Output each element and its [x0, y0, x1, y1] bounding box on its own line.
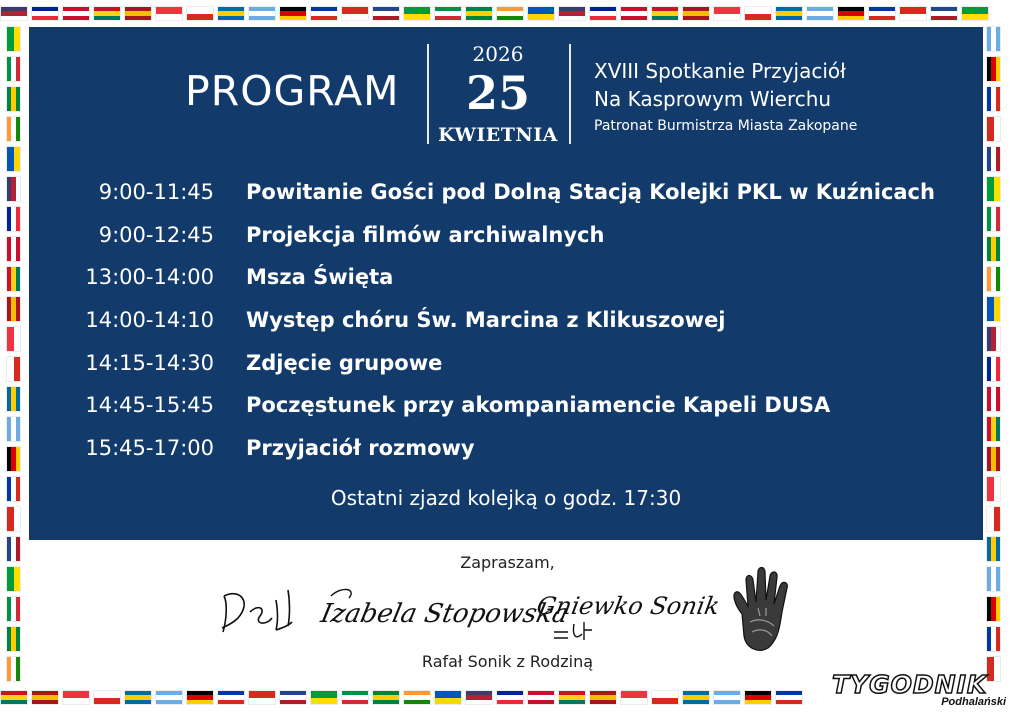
- schedule-item: Projekcja filmów archiwalnych: [246, 222, 605, 247]
- last-descent-note: Ostatni zjazd kolejką o godz. 17:30: [330, 486, 682, 510]
- schedule-item: Przyjaciół rozmowy: [246, 436, 475, 461]
- flag-icon: [986, 626, 1001, 652]
- flag-icon: [62, 690, 90, 705]
- flag-border-top: [0, 6, 1015, 23]
- flag-icon: [713, 690, 741, 705]
- flag-icon: [6, 326, 21, 352]
- flag-icon: [6, 296, 21, 322]
- flag-icon: [341, 6, 369, 21]
- flag-icon: [589, 690, 617, 705]
- signature-3: [534, 578, 722, 648]
- flag-icon: [6, 356, 21, 382]
- flag-icon: [372, 6, 400, 21]
- schedule-item: Zdjęcie grupowe: [246, 350, 443, 375]
- flag-icon: [403, 6, 431, 21]
- schedule-time: 13:00-14:00: [85, 265, 214, 290]
- tygodnik-podhalanski-logo: [832, 670, 1012, 714]
- flag-icon: [6, 626, 21, 652]
- schedule-item: Występ chóru Św. Marcina z Klikuszowej: [246, 308, 726, 333]
- flag-icon: [986, 176, 1001, 202]
- flag-icon: [986, 26, 1001, 52]
- flag-icon: [589, 6, 617, 21]
- flag-icon: [217, 6, 245, 21]
- event-title-line: XVIII Spotkanie Przyjaciół: [594, 59, 846, 83]
- schedule-row: [40, 180, 970, 223]
- flag-icon: [155, 6, 183, 21]
- flag-icon: [986, 356, 1001, 382]
- flag-icon: [651, 6, 679, 21]
- flag-icon: [310, 690, 338, 705]
- flag-icon: [6, 146, 21, 172]
- flag-icon: [6, 506, 21, 532]
- schedule-row: [40, 393, 970, 436]
- flag-icon: [6, 86, 21, 112]
- family-signature-text: Rafał Sonik z Rodziną: [421, 652, 594, 671]
- flag-icon: [6, 476, 21, 502]
- schedule-time: 9:00-12:45: [98, 222, 214, 247]
- flag-icon: [124, 690, 152, 705]
- flag-icon: [341, 690, 369, 705]
- flag-icon: [986, 446, 1001, 472]
- flag-icon: [93, 6, 121, 21]
- event-title: [594, 57, 964, 113]
- flag-icon: [6, 176, 21, 202]
- flag-icon: [434, 690, 462, 705]
- flag-icon: [0, 6, 28, 21]
- flag-icon: [527, 690, 555, 705]
- flag-icon: [775, 6, 803, 21]
- flag-icon: [310, 6, 338, 21]
- flag-icon: [986, 86, 1001, 112]
- signature-2-text: Izabela Stopowska: [318, 599, 572, 629]
- logo-main: TYGODNIK: [832, 670, 988, 699]
- flag-icon: [986, 326, 1001, 352]
- schedule-time: 14:45-15:45: [85, 393, 214, 418]
- flag-icon: [248, 690, 276, 705]
- invite-text: Zapraszam,: [460, 553, 555, 572]
- schedule-time: 9:00-11:45: [98, 180, 214, 204]
- schedule-row: [40, 436, 970, 479]
- flag-icon: [986, 386, 1001, 412]
- flag-icon: [986, 206, 1001, 232]
- flag-icon: [930, 6, 958, 21]
- schedule-item: Powitanie Gości pod Dolną Stacją Kolejki PKL w Kuźnicach: [246, 180, 935, 204]
- flag-icon: [155, 690, 183, 705]
- flag-icon: [986, 506, 1001, 532]
- signature-2: [318, 578, 572, 638]
- flag-icon: [6, 416, 21, 442]
- flag-icon: [6, 236, 21, 262]
- flag-icon: [6, 446, 21, 472]
- flag-icon: [6, 266, 21, 292]
- flag-icon: [217, 690, 245, 705]
- flag-icon: [93, 690, 121, 705]
- flag-icon: [62, 6, 90, 21]
- flag-icon: [403, 690, 431, 705]
- flag-icon: [620, 6, 648, 21]
- flag-icon: [434, 6, 462, 21]
- flag-icon: [837, 6, 865, 21]
- header-divider: [427, 44, 429, 144]
- flag-icon: [6, 56, 21, 82]
- flag-icon: [279, 6, 307, 21]
- schedule-list: [40, 180, 970, 479]
- flag-icon: [6, 26, 21, 52]
- schedule-time: 14:00-14:10: [85, 308, 214, 333]
- signature-3-text: Gniewko Sonik: [534, 592, 722, 620]
- date-year: 2026: [472, 42, 524, 66]
- flag-icon: [986, 116, 1001, 142]
- flag-icon: [744, 690, 772, 705]
- signature-1: [218, 582, 298, 638]
- schedule-item: Msza Święta: [246, 265, 394, 290]
- flag-icon: [496, 690, 524, 705]
- flag-border-left: [6, 26, 23, 686]
- event-title-line: Na Kasprowym Wierchu: [594, 87, 832, 111]
- flag-icon: [986, 416, 1001, 442]
- flag-icon: [6, 386, 21, 412]
- flag-icon: [806, 6, 834, 21]
- flag-icon: [961, 6, 989, 21]
- flag-icon: [6, 206, 21, 232]
- event-patron: Patronat Burmistrza Miasta Zakopane: [594, 118, 858, 134]
- flag-icon: [986, 266, 1001, 292]
- flag-icon: [986, 476, 1001, 502]
- flag-icon: [6, 596, 21, 622]
- schedule-row: [40, 223, 970, 266]
- flag-icon: [558, 6, 586, 21]
- flag-icon: [248, 6, 276, 21]
- logo-sub: Podhalański: [941, 696, 1006, 708]
- date-day: 25: [465, 66, 530, 120]
- flag-icon: [465, 690, 493, 705]
- schedule-row: [40, 265, 970, 308]
- flag-icon: [986, 146, 1001, 172]
- flag-icon: [986, 56, 1001, 82]
- flag-icon: [279, 690, 307, 705]
- flag-icon: [31, 6, 59, 21]
- schedule-item: Poczęstunek przy akompaniamencie Kapeli DUSA: [246, 393, 831, 418]
- flag-icon: [31, 690, 59, 705]
- flag-border-right: [986, 26, 1003, 686]
- handprint-icon: [728, 564, 794, 654]
- flag-icon: [986, 596, 1001, 622]
- flag-icon: [899, 6, 927, 21]
- flag-icon: [682, 690, 710, 705]
- flag-icon: [465, 6, 493, 21]
- flag-icon: [558, 690, 586, 705]
- schedule-row: [40, 351, 970, 394]
- flag-icon: [0, 690, 28, 705]
- schedule-row: [40, 308, 970, 351]
- flag-icon: [775, 690, 803, 705]
- program-title: PROGRAM: [185, 67, 400, 115]
- flag-icon: [682, 6, 710, 21]
- flag-icon: [186, 6, 214, 21]
- date-month: KWIETNIA: [438, 124, 558, 146]
- flag-icon: [744, 6, 772, 21]
- flag-icon: [124, 6, 152, 21]
- flag-icon: [713, 6, 741, 21]
- flag-icon: [651, 690, 679, 705]
- flag-icon: [372, 690, 400, 705]
- flag-icon: [6, 116, 21, 142]
- flag-icon: [496, 6, 524, 21]
- flag-icon: [527, 6, 555, 21]
- header-divider: [569, 44, 571, 144]
- schedule-time: 14:15-14:30: [85, 350, 214, 375]
- flag-icon: [620, 690, 648, 705]
- flag-icon: [868, 6, 896, 21]
- flag-icon: [986, 236, 1001, 262]
- flag-icon: [186, 690, 214, 705]
- flag-icon: [986, 296, 1001, 322]
- schedule-time: 15:45-17:00: [85, 436, 214, 461]
